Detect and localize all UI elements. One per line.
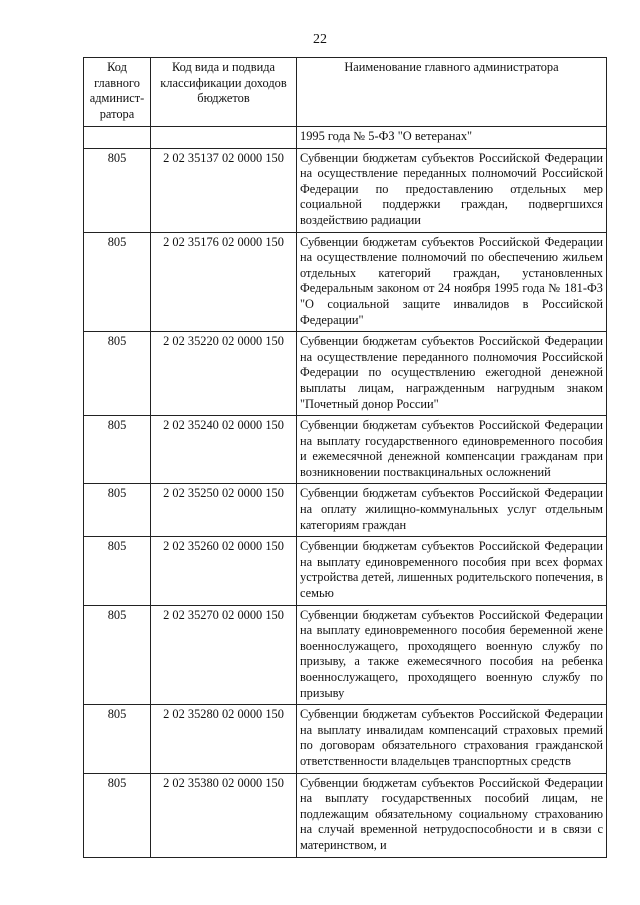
table-row (84, 705, 607, 773)
page-number: 22 (313, 32, 327, 47)
kind-code: 2 02 35270 02 0000 150 (151, 605, 297, 705)
table-row (84, 416, 607, 484)
admin-code: 805 (84, 232, 151, 332)
admin-code: 805 (84, 332, 151, 416)
admin-code: 805 (84, 484, 151, 537)
admin-code: 805 (84, 773, 151, 857)
table-row (84, 537, 607, 605)
administrator-name: Субвенции бюджетам субъектов Российской Федерации на выплату единовременного пособия при всех формах устройства детей, лишенных родительского попечения, в семью (297, 537, 607, 605)
table-row (84, 773, 607, 857)
kind-code: 2 02 35137 02 0000 150 (151, 148, 297, 232)
empty-cell (84, 127, 151, 149)
kind-code: 2 02 35260 02 0000 150 (151, 537, 297, 605)
header-admin-code: Код главного админист-ратора (84, 58, 151, 127)
administrator-name: Субвенции бюджетам субъектов Российской Федерации на осуществление переданных полномочий Российской Федерации по предоставлению отдельных мер социальной поддержки граждан, подвергшихся воздействию радиации (297, 148, 607, 232)
revenue-classification-table (83, 57, 607, 858)
table-header-row (84, 58, 607, 127)
table-row (84, 148, 607, 232)
table-row (84, 232, 607, 332)
kind-code: 2 02 35380 02 0000 150 (151, 773, 297, 857)
kind-code: 2 02 35176 02 0000 150 (151, 232, 297, 332)
table-row (84, 484, 607, 537)
admin-code: 805 (84, 416, 151, 484)
administrator-name: Субвенции бюджетам субъектов Российской Федерации на выплату инвалидам компенсаций страховых премий по договорам обязательного страхования гражданской ответственности владельцев транспортных средств (297, 705, 607, 773)
kind-code: 2 02 35280 02 0000 150 (151, 705, 297, 773)
admin-code: 805 (84, 705, 151, 773)
header-administrator-name: Наименование главного администратора (297, 58, 607, 127)
kind-code: 2 02 35240 02 0000 150 (151, 416, 297, 484)
administrator-name: Субвенции бюджетам субъектов Российской Федерации на оплату жилищно-коммунальных услуг отдельным категориям граждан (297, 484, 607, 537)
admin-code: 805 (84, 605, 151, 705)
kind-code: 2 02 35220 02 0000 150 (151, 332, 297, 416)
administrator-name: Субвенции бюджетам субъектов Российской Федерации на осуществление переданного полномочия Российской Федерации по осуществлению ежегодной денежной выплаты лицам, награжденным нагрудным знаком "Почетный донор России" (297, 332, 607, 416)
table-row (84, 127, 607, 149)
kind-code: 2 02 35250 02 0000 150 (151, 484, 297, 537)
administrator-name: Субвенции бюджетам субъектов Российской Федерации на выплату государственного единовременного пособия и ежемесячной денежной компенсации гражданам при возникновении поствакцинальных осложнений (297, 416, 607, 484)
administrator-name: Субвенции бюджетам субъектов Российской Федерации на осуществление полномочий по обеспечению жильем отдельных категорий граждан, установленных Федеральным законом от 24 ноября 1995 года № 181-ФЗ "О социальной защите инвалидов в Российской Федерации" (297, 232, 607, 332)
admin-code: 805 (84, 148, 151, 232)
table-row (84, 605, 607, 705)
table-row (84, 332, 607, 416)
administrator-name: Субвенции бюджетам субъектов Российской Федерации на выплату государственных пособий лицам, не подлежащим обязательному социальному страхованию на случай временной нетрудоспособности и в связи с материнством, и (297, 773, 607, 857)
administrator-name: Субвенции бюджетам субъектов Российской Федерации на выплату единовременного пособия беременной жене военнослужащего, проходящего военную службу по призыву, а также ежемесячного пособия на ребенка военнослужащего, проходящего военную службу по призыву (297, 605, 607, 705)
empty-cell (151, 127, 297, 149)
continuation-text: 1995 года № 5-ФЗ "О ветеранах" (297, 127, 607, 149)
header-kind-code: Код вида и подвида классификации доходов бюджетов (151, 58, 297, 127)
admin-code: 805 (84, 537, 151, 605)
